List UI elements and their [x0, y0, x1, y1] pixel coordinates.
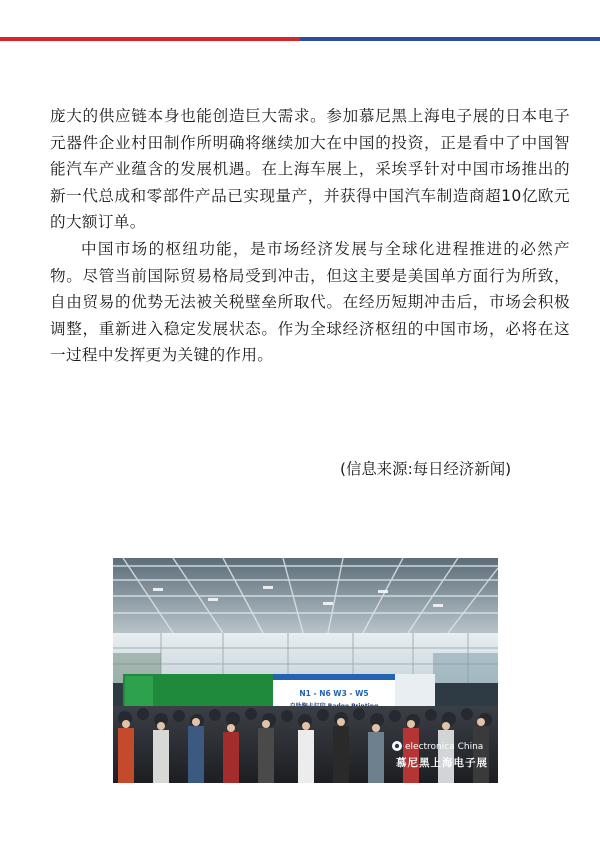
- watermark-brand: electronica China: [405, 742, 484, 752]
- watermark-chinese: 慕尼黑上海电子展: [396, 757, 488, 769]
- header-color-bar: [0, 37, 600, 41]
- header-bar-red: [0, 37, 300, 41]
- banner-sign-text: N1 - N6 W3 - W5: [299, 689, 369, 698]
- source-note: (信息来源:每日经济新闻): [340, 460, 512, 478]
- exhibition-photo: [113, 558, 498, 783]
- article-body: [50, 103, 570, 369]
- paragraph-2: 中国市场的枢纽功能，是市场经济发展与全球化进程推进的必然产物。尽管当前国际贸易格局受到冲击，但这主要是美国单方面行为所致，自由贸易的优势无法被关税壁垒所取代。在经历短期冲击后，市场会积极调整，重新进入稳定发展状态。作为全球经济枢纽的中国市场，必将在这一过程中发挥更为关键的作用。: [50, 239, 570, 365]
- header-bar-blue: [300, 37, 600, 41]
- paragraph-1: 庞大的供应链本身也能创造巨大需求。参加慕尼黑上海电子展的日本电子元器件企业村田制作所明确将继续加大在中国的投资，正是看中了中国智能汽车产业蕴含的发展机遇。在上海车展上，采埃孚针对中国市场推出的新一代总成和零部件产品已实现量产，并获得中国汽车制造商超10亿欧元的大额订单。: [50, 107, 570, 232]
